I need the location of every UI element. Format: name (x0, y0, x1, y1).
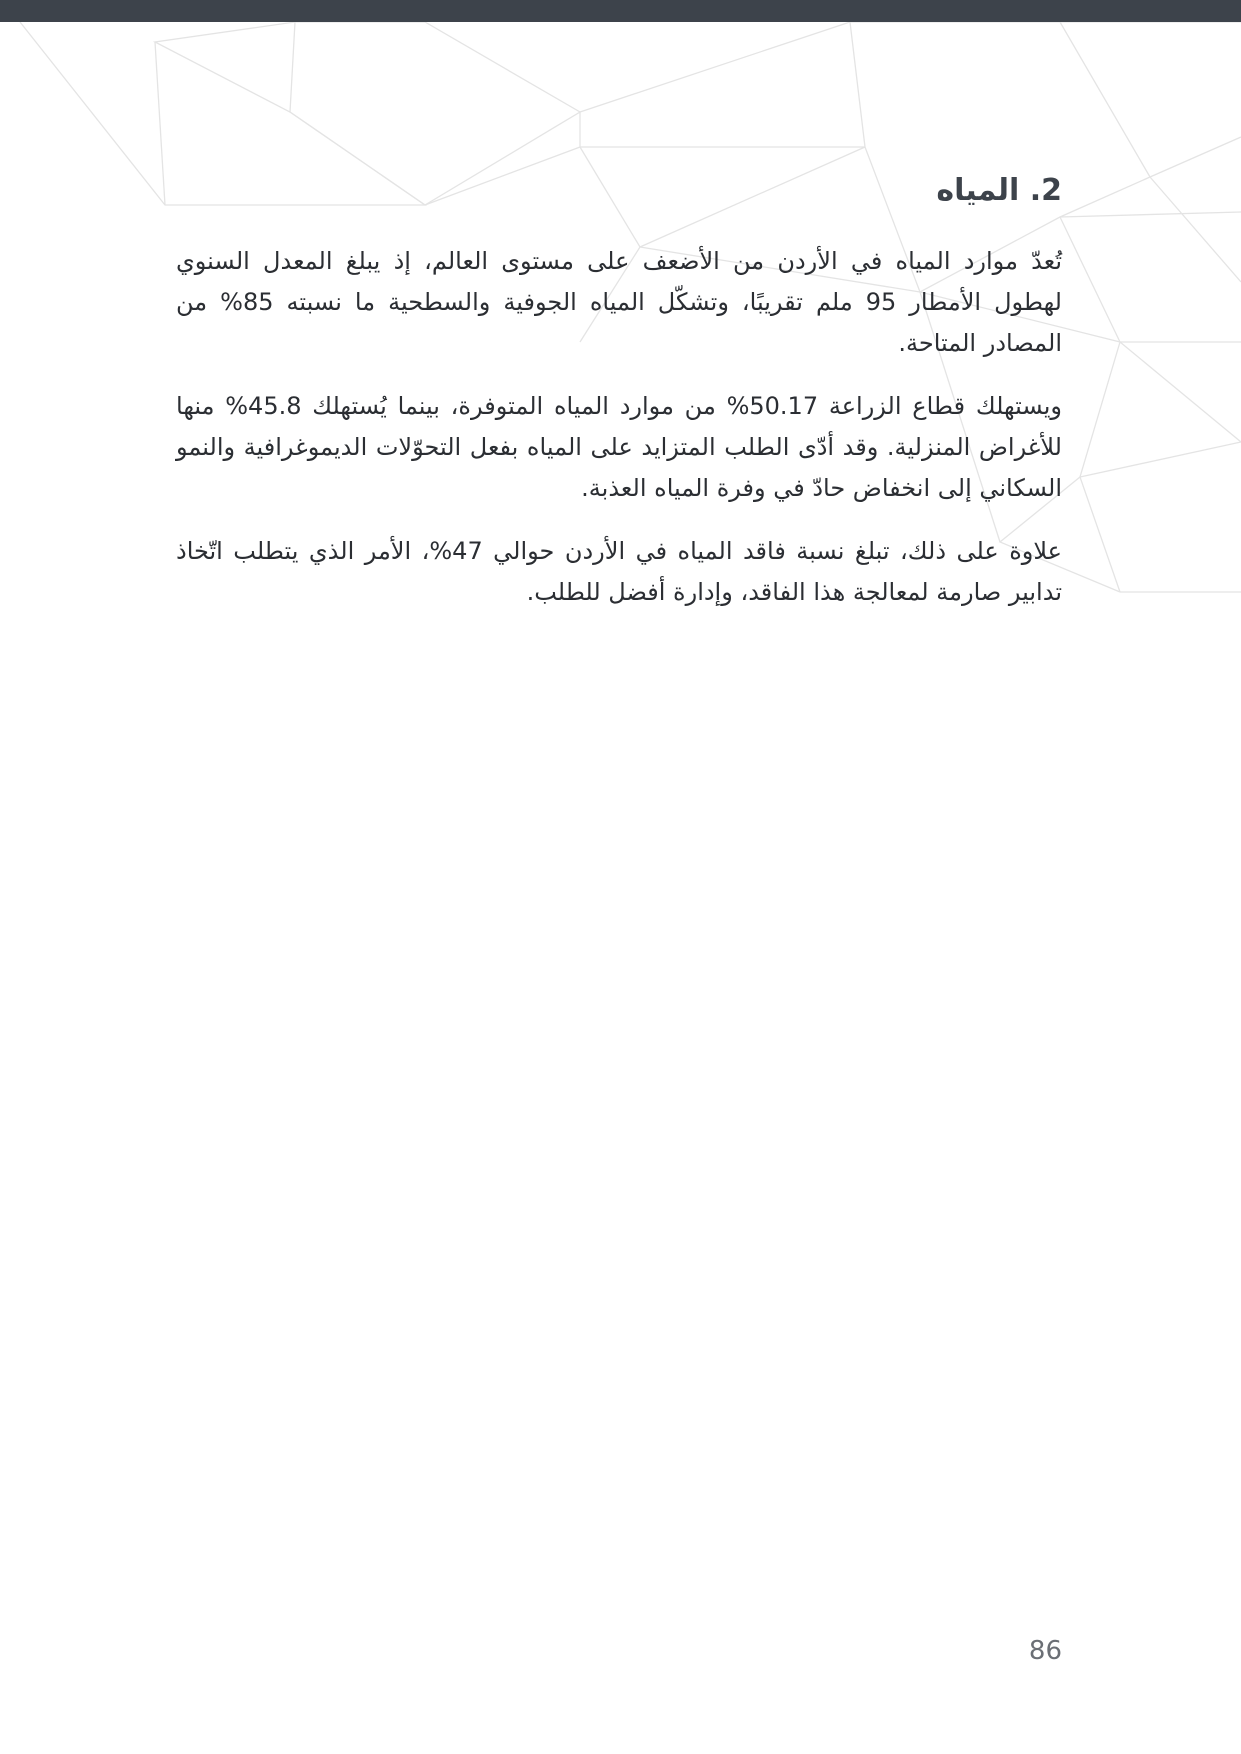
top-header-bar (0, 0, 1241, 22)
main-content (176, 165, 1062, 635)
paragraph-water-loss: علاوة على ذلك، تبلغ نسبة فاقد المياه في الأردن حوالي 47%، الأمر الذي يتطلب اتّخاذ تدابير صارمة لمعالجة هذا الفاقد، وإدارة أفضل للطلب. (176, 537, 1063, 606)
section-title: 2. المياه (936, 173, 1062, 208)
page-number: 86 (1028, 1636, 1062, 1666)
paragraph-water-resources: تُعدّ موارد المياه في الأردن من الأضعف على مستوى العالم، إذ يبلغ المعدل السنوي لهطول الأمطار 95 ملم تقريبًا، وتشكّل المياه الجوفية والسطحية ما نسبته 85% من المصادر المتاحة. (176, 247, 1062, 357)
paragraph-water-consumption: ويستهلك قطاع الزراعة 50.17% من موارد المياه المتوفرة، بينما يُستهلك 45.8% منها للأغراض المنزلية. وقد أدّى الطلب المتزايد على المياه بفعل التحوّلات الديموغرافية والنمو السكاني إلى انخفاض حادّ في وفرة المياه العذبة. (176, 392, 1062, 502)
